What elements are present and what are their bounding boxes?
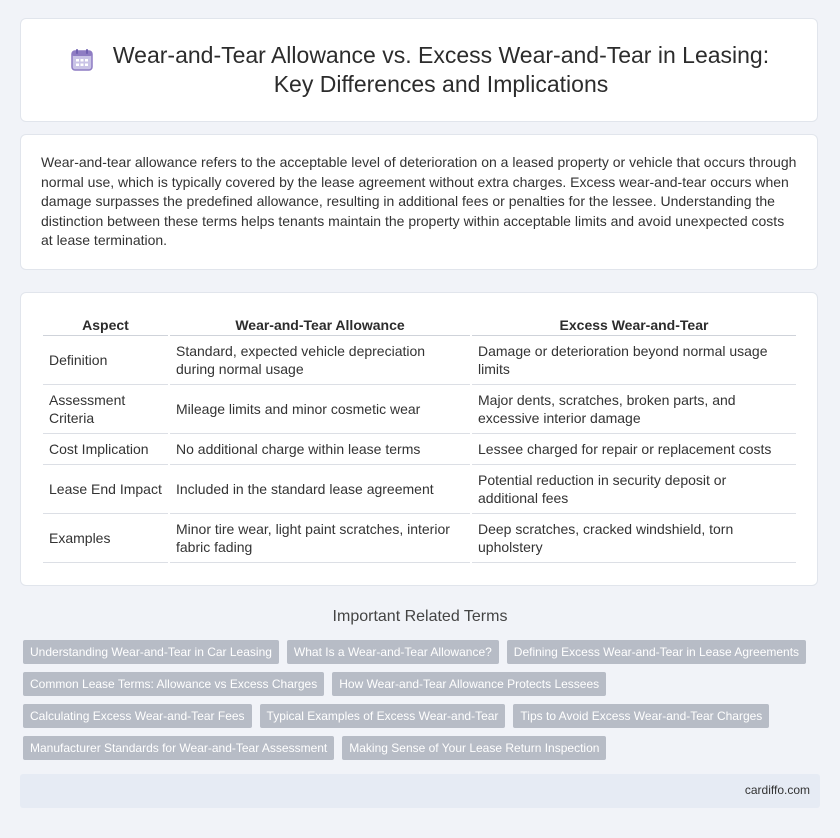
related-term-link[interactable]: What Is a Wear-and-Tear Allowance?: [287, 640, 499, 664]
table-cell: Potential reduction in security deposit or additional fees: [472, 465, 796, 514]
comparison-table: [41, 313, 798, 563]
table-cell: Lessee charged for repair or replacement costs: [472, 434, 796, 465]
related-term-link[interactable]: Understanding Wear-and-Tear in Car Leasing: [23, 640, 279, 664]
related-terms-list: [23, 640, 813, 760]
table-cell: Definition: [43, 336, 168, 385]
table-cell: Standard, expected vehicle depreciation during normal usage: [170, 336, 470, 385]
table-row: [43, 465, 796, 514]
title-line-2: Key Differences and Implications: [273, 71, 609, 97]
header-card: [20, 18, 818, 122]
table-row: [43, 434, 796, 465]
column-header-excess: Excess Wear-and-Tear: [472, 313, 796, 336]
column-header-allowance: Wear-and-Tear Allowance: [170, 313, 470, 336]
table-row: [43, 336, 796, 385]
table-header-row: [43, 313, 796, 336]
table-cell: Included in the standard lease agreement: [170, 465, 470, 514]
page-title: [113, 41, 769, 99]
table-cell: Deep scratches, cracked windshield, torn upholstery: [472, 514, 796, 563]
related-term-link[interactable]: How Wear-and-Tear Allowance Protects Lessees: [332, 672, 606, 696]
related-term-link[interactable]: Tips to Avoid Excess Wear-and-Tear Charges: [513, 704, 769, 728]
intro-card: [20, 134, 818, 270]
table-cell: Minor tire wear, light paint scratches, interior fabric fading: [170, 514, 470, 563]
intro-text: Wear-and-tear allowance refers to the acceptable level of deterioration on a leased property or vehicle that occurs through normal use, which is typically covered by the lease agreement without extra charges. Excess wear-and-tear occurs when damage surpasses the predefined allowance, resulting in additional fees or penalties for the lessee. Understanding the distinction between these terms helps tenants maintain the property within acceptable limits and avoid unexpected costs at lease termination.: [41, 154, 797, 249]
table-cell: Major dents, scratches, broken parts, and excessive interior damage: [472, 385, 796, 434]
table-cell: Damage or deterioration beyond normal usage limits: [472, 336, 796, 385]
table-cell: Examples: [43, 514, 168, 563]
related-term-link[interactable]: Making Sense of Your Lease Return Inspection: [342, 736, 606, 760]
table-cell: Lease End Impact: [43, 465, 168, 514]
related-term-link[interactable]: Calculating Excess Wear-and-Tear Fees: [23, 704, 252, 728]
column-header-aspect: Aspect: [43, 313, 168, 336]
related-term-link[interactable]: Defining Excess Wear-and-Tear in Lease Agreements: [507, 640, 806, 664]
table-cell: No additional charge within lease terms: [170, 434, 470, 465]
footer: [20, 774, 820, 808]
title-wrap: [69, 41, 769, 99]
table-row: [43, 385, 796, 434]
table-cell: Cost Implication: [43, 434, 168, 465]
table-cell: Mileage limits and minor cosmetic wear: [170, 385, 470, 434]
related-terms-title: Important Related Terms: [332, 608, 508, 625]
comparison-table-card: [20, 292, 818, 586]
table-row: [43, 514, 796, 563]
footer-site-link[interactable]: cardiffo.com: [744, 783, 810, 797]
table-cell: Assessment Criteria: [43, 385, 168, 434]
related-term-link[interactable]: Manufacturer Standards for Wear-and-Tear Assessment: [23, 736, 334, 760]
related-term-link[interactable]: Typical Examples of Excess Wear-and-Tear: [260, 704, 506, 728]
title-line-1: Wear-and-Tear Allowance vs. Excess Wear-and-Tear in Leasing:: [112, 42, 770, 68]
related-term-link[interactable]: Common Lease Terms: Allowance vs Excess Charges: [23, 672, 324, 696]
calendar-icon: [69, 47, 95, 73]
